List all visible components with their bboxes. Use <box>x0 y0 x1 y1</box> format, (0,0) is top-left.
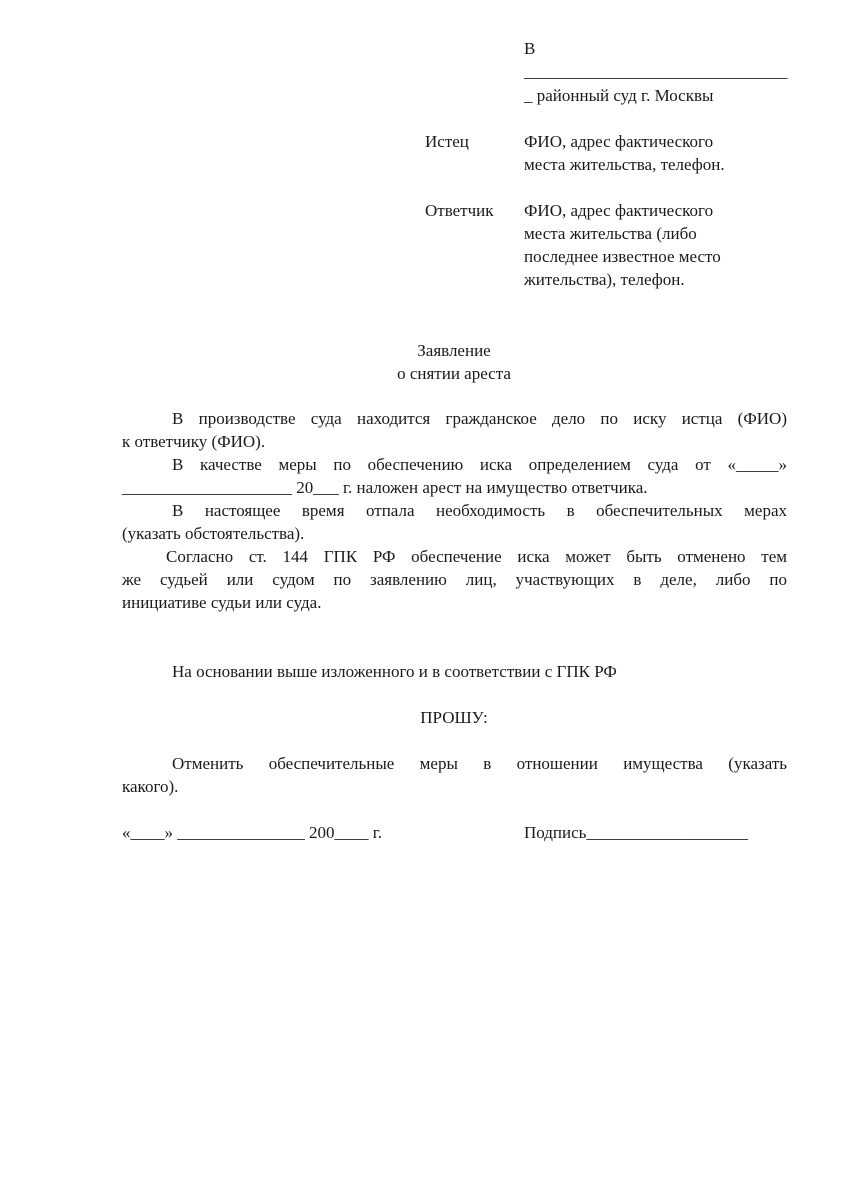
body-line: В качестве меры по обеспечению иска определением суда от «_____» <box>172 455 787 474</box>
document-subtitle: о снятии ареста <box>397 364 511 383</box>
body-line: ____________________ 20___ г. наложен арест на имущество ответчика. <box>122 478 648 497</box>
request-line: какого). <box>122 777 179 796</box>
request-heading: ПРОШУ: <box>420 708 488 727</box>
body-line: В производстве суда находится гражданское дело по иску истца (ФИО) <box>172 409 787 428</box>
plaintiff-info-line: места жительства, телефон. <box>524 155 725 174</box>
court-blank-line: _______________________________ <box>524 62 788 81</box>
defendant-info-line: места жительства (либо <box>524 224 697 243</box>
defendant-info-line: ФИО, адрес фактического <box>524 201 714 220</box>
defendant-info-line: последнее известное место <box>524 247 721 266</box>
defendant-label: Ответчик <box>425 201 494 220</box>
body-line: (указать обстоятельства). <box>122 524 305 543</box>
body-line: к ответчику (ФИО). <box>122 432 266 451</box>
body-line: инициативе судьи или суда. <box>122 593 322 612</box>
addressee-prefix: В <box>524 39 536 58</box>
defendant-info-line: жительства), телефон. <box>524 270 685 289</box>
court-name: _ районный суд г. Москвы <box>524 86 714 105</box>
body-line: В настоящее время отпала необходимость в обеспечительных мерах <box>172 501 787 520</box>
document-title: Заявление <box>417 341 491 360</box>
body-line: же судьей или судом по заявлению лиц, участвующих в деле, либо по <box>122 570 787 589</box>
date-field: «____» _______________ 200____ г. <box>122 823 383 842</box>
plaintiff-info-line: ФИО, адрес фактического <box>524 132 714 151</box>
body-line: Согласно ст. 144 ГПК РФ обеспечение иска может быть отменено тем <box>166 547 787 566</box>
request-line: Отменить обеспечительные меры в отношении имущества (указать <box>172 754 787 773</box>
plaintiff-label: Истец <box>425 132 469 151</box>
signature-field: Подпись___________________ <box>524 823 748 842</box>
basis-line: На основании выше изложенного и в соответствии с ГПК РФ <box>172 662 617 681</box>
